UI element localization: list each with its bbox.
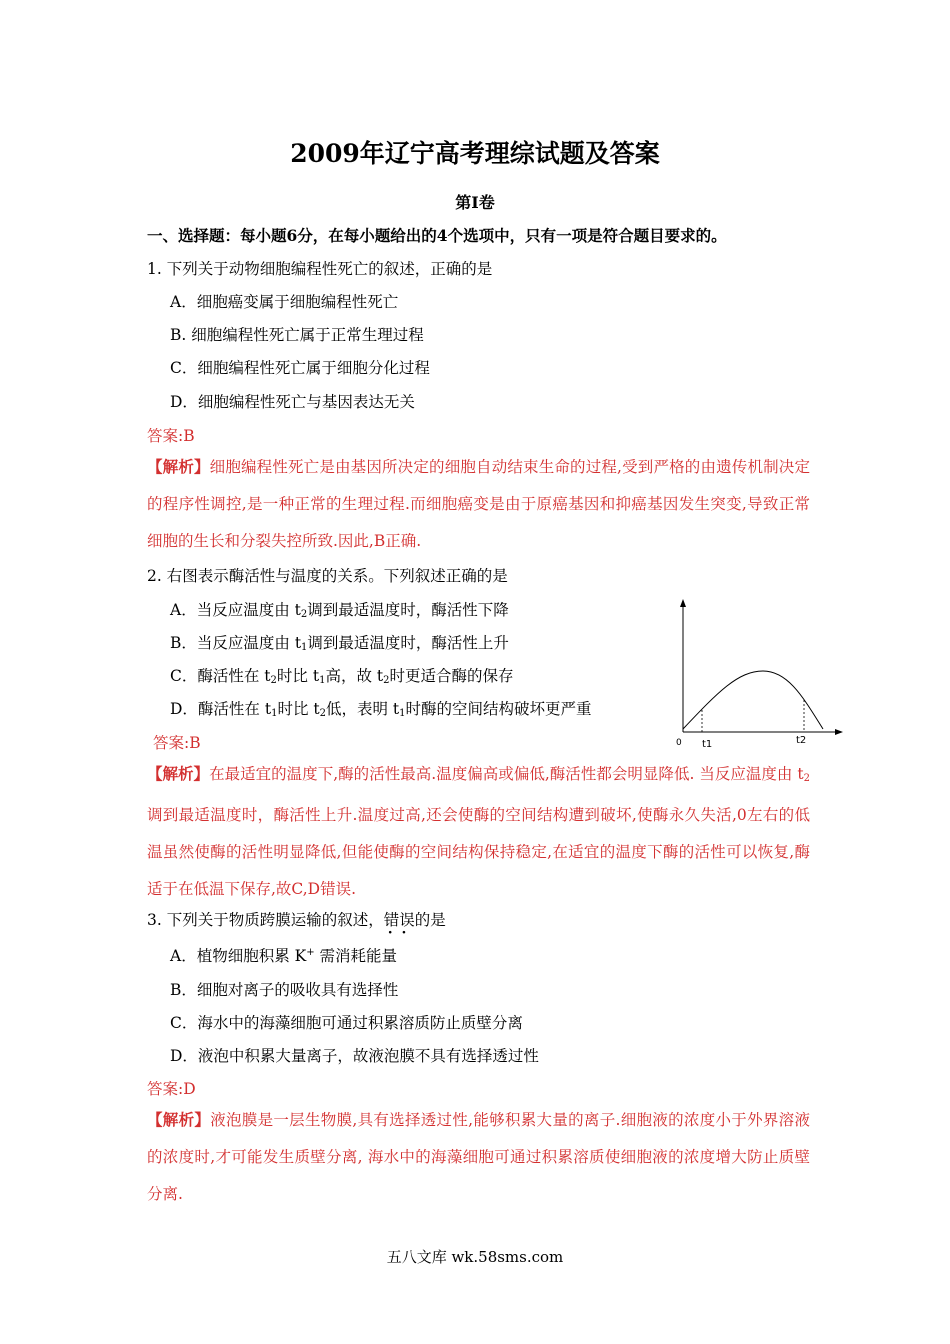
q2-stem: 2. 右图表示酶活性与温度的关系。下列叙述正确的是 xyxy=(147,567,508,585)
q1-option-d: D．细胞编程性死亡与基因表达无关 xyxy=(170,393,415,411)
enzyme-temperature-graph xyxy=(668,597,848,755)
footer-watermark: 五八文库 wk.58sms.com xyxy=(386,1248,564,1266)
q1-explain-tag: 【解析】 xyxy=(147,457,210,476)
q1-stem: 1. 下列关于动物细胞编程性死亡的叙述，正确的是 xyxy=(147,260,493,278)
graph-t2-label: t2 xyxy=(796,735,807,746)
q3-stem: 3. 下列关于物质跨膜运输的叙述，错误 · ·的是 xyxy=(147,908,446,930)
q3-explain-tag: 【解析】 xyxy=(147,1110,211,1129)
q1-answer: 答案:B xyxy=(147,427,195,445)
q3-option-b: B．细胞对离子的吸收具有选择性 xyxy=(170,981,399,999)
q2-explanation: 【解析】在最适宜的温度下,酶的活性最高.温度偏高或偏低,酶活性都会明显降低. 当反应温度由 $t_2$调到最适温度时，酶活性上升.温度过高,还会使酶的空间结构遭到破坏,使酶永久失活,0左右的低温虽然使酶的活性明显降低,但能使酶的空间结构保持稳定,在适宜的温度下酶的活性可以恢复,酶适于在低温下保存,故C,D错误. xyxy=(147,764,810,898)
q1-option-c: C．细胞编程性死亡属于细胞分化过程 xyxy=(170,359,430,377)
section-heading: 一、选择题：每小题6分，在每小题给出的4个选项中，只有一项是符合题目要求的。 xyxy=(147,226,727,245)
q1-option-a: A．细胞癌变属于细胞编程性死亡 xyxy=(170,293,399,311)
q2-option-d: D．酶活性在 $t_1$时比 $t_2$低，表明 $t_1$时酶的空间结构破坏更严重 xyxy=(170,700,592,719)
q3-emphasis: 错误 · · xyxy=(384,911,415,929)
graph-origin-label: 0 xyxy=(676,738,682,748)
q3-option-a: A．植物细胞积累 K+ 需消耗能量 xyxy=(170,947,398,965)
volume-heading: 第Ⅰ卷 xyxy=(455,193,495,212)
q2-option-c: C．酶活性在 $t_2$时比 $t_1$高，故 $t_2$时更适合酶的保存 xyxy=(170,667,514,686)
q1-explain-text: 细胞编程性死亡是由基因所决定的细胞自动结束生命的过程,受到严格的由遗传机制决定的程序性调控,是一种正常的生理过程.而细胞癌变是由于原癌基因和抑癌基因发生突变,导致正常细胞的生长和分裂失控所致.因此,B正确. xyxy=(147,458,810,550)
q2-option-a: A．当反应温度由 $t_2$调到最适温度时，酶活性下降 xyxy=(170,601,509,620)
q2-option-b: B．当反应温度由 $t_1$调到最适温度时，酶活性上升 xyxy=(170,634,509,653)
q2-answer: 答案:B xyxy=(153,734,201,752)
graph-activity-curve xyxy=(683,671,823,729)
q3-answer: 答案:D xyxy=(147,1080,196,1098)
q2-explain-tag: 【解析】 xyxy=(147,764,210,783)
q3-option-c: C．海水中的海藻细胞可通过积累溶质防止质壁分离 xyxy=(170,1014,523,1032)
graph-t1-label: t1 xyxy=(702,739,713,750)
q3-option-d: D．液泡中积累大量离子，故液泡膜不具有选择透过性 xyxy=(170,1047,539,1065)
q1-explanation xyxy=(147,448,810,560)
page-title: 2009年辽宁高考理综试题及答案 xyxy=(290,139,660,168)
q3-explanation: 【解析】液泡膜是一层生物膜,具有选择透过性,能够积累大量的离子.细胞液的浓度小于外界溶液的浓度时,才可能发生质壁分离, 海水中的海藻细胞可通过积累溶质使细胞液的浓度增大防止质壁分离. xyxy=(147,1110,810,1203)
q1-option-b: B. 细胞编程性死亡属于正常生理过程 xyxy=(170,326,424,344)
graph-x-arrow xyxy=(835,729,843,735)
graph-y-arrow xyxy=(680,599,686,607)
